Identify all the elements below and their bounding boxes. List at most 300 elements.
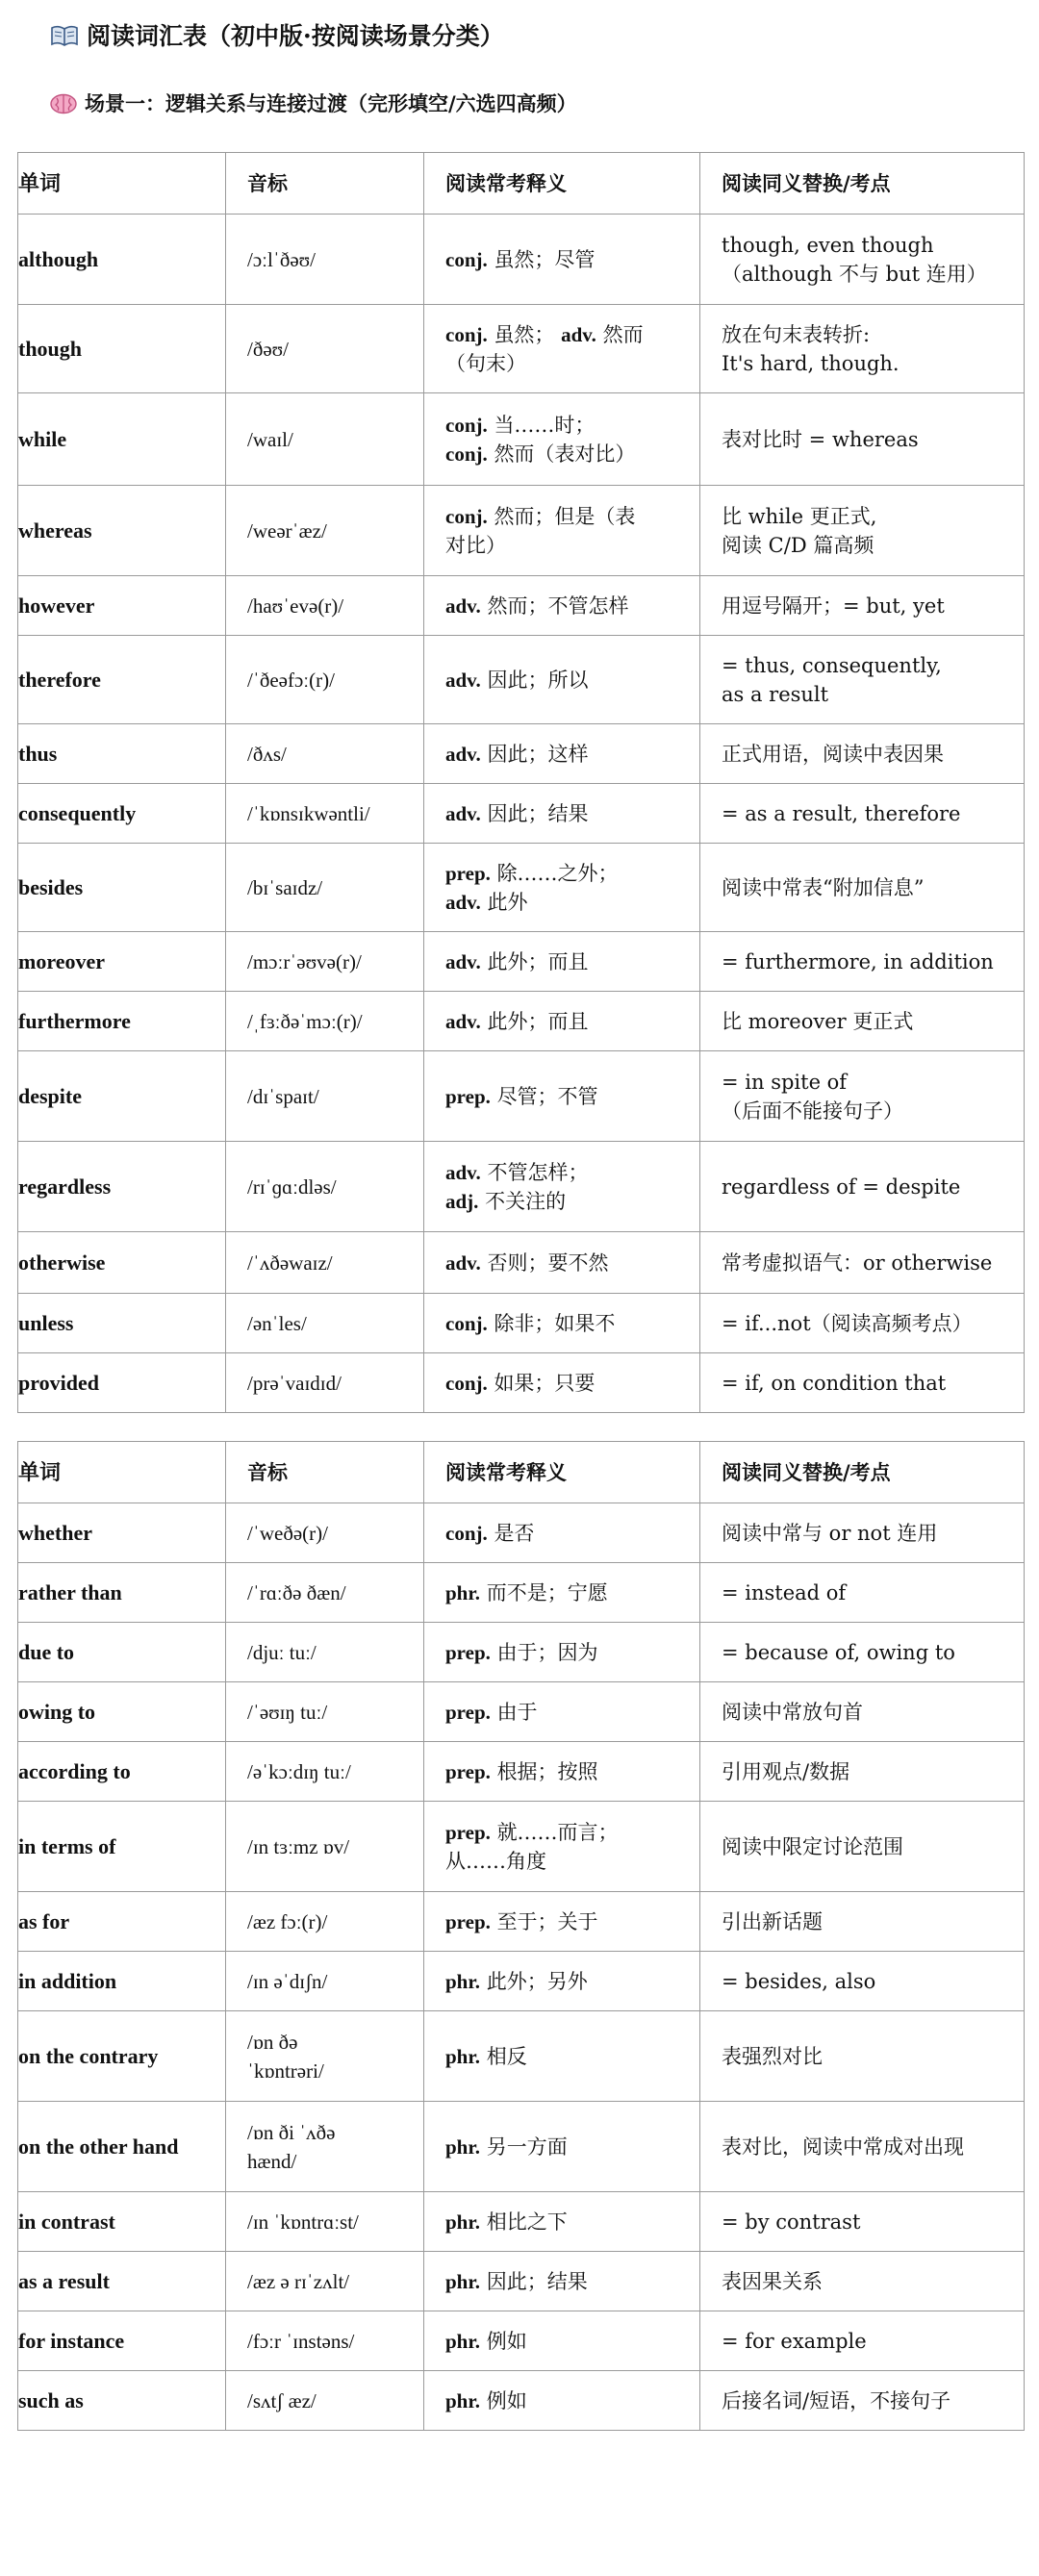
- meaning-text: 例如: [486, 2329, 527, 2353]
- synonym-line: 阅读 C/D 篇高频: [722, 533, 874, 557]
- meaning-cell: [424, 2102, 700, 2192]
- meaning-line: [445, 1309, 688, 1338]
- part-of-speech: conj.: [445, 1311, 488, 1335]
- meaning-line: [445, 1007, 688, 1036]
- phonetic-cell: /ɪn tɜːmz ɒv/: [226, 1802, 424, 1892]
- word-cell: on the other hand: [18, 2102, 226, 2192]
- synonym-cell: [700, 2192, 1025, 2252]
- phonetic-cell: /ˌfɜːðəˈmɔː(r)/: [226, 992, 424, 1051]
- table-row: [18, 844, 1025, 932]
- section-title-text: 场景一：逻辑关系与连接过渡（完形填空/六选四高频）: [85, 91, 577, 115]
- part-of-speech: adv.: [445, 742, 481, 766]
- synonym-line: = because of, owing to: [722, 1640, 955, 1664]
- meaning-cell: [424, 992, 700, 1051]
- word-cell: however: [18, 576, 226, 636]
- word-cell: though: [18, 305, 226, 393]
- part-of-speech: conj.: [445, 1371, 488, 1395]
- part-of-speech: conj.: [445, 413, 488, 437]
- meaning-cell: [424, 393, 700, 486]
- phonetic-cell: /djuː tuː/: [226, 1623, 424, 1682]
- meaning-cell: [424, 636, 700, 724]
- word-cell: furthermore: [18, 992, 226, 1051]
- part-of-speech: phr.: [445, 1969, 481, 1993]
- meaning-line: [445, 1638, 688, 1667]
- synonym-line: as a result: [722, 682, 829, 706]
- table-row: [18, 393, 1025, 486]
- part-of-speech: adv.: [445, 949, 481, 973]
- meaning-line: [445, 1967, 688, 1996]
- table-row: [18, 932, 1025, 992]
- table-row: [18, 1682, 1025, 1742]
- word-cell: moreover: [18, 932, 226, 992]
- meaning-cell: [424, 724, 700, 784]
- column-header-word: 单词: [18, 153, 226, 215]
- word-cell: rather than: [18, 1563, 226, 1623]
- meaning-text: 因此；这样: [487, 742, 589, 766]
- word-cell: unless: [18, 1294, 226, 1353]
- synonym-cell: [700, 1682, 1025, 1742]
- meaning-line: [445, 1907, 688, 1936]
- word-cell: whereas: [18, 486, 226, 576]
- synonym-cell: [700, 1952, 1025, 2011]
- word-cell: otherwise: [18, 1232, 226, 1294]
- meaning-cell: [424, 2011, 700, 2102]
- part-of-speech: prep.: [445, 861, 491, 885]
- word-cell: despite: [18, 1051, 226, 1142]
- synonym-cell: [700, 844, 1025, 932]
- table-row: [18, 1142, 1025, 1232]
- word-cell: in contrast: [18, 2192, 226, 2252]
- synonym-line: though, even though: [722, 233, 934, 257]
- synonym-line: = furthermore, in addition: [722, 949, 994, 973]
- table-row: [18, 2311, 1025, 2371]
- synonym-line: 引用观点/数据: [722, 1759, 850, 1783]
- meaning-line: [445, 1158, 688, 1187]
- synonym-line: 常考虚拟语气：or otherwise: [722, 1250, 993, 1275]
- synonym-line: It's hard, though.: [722, 351, 900, 375]
- word-cell: owing to: [18, 1682, 226, 1742]
- word-cell: according to: [18, 1742, 226, 1802]
- synonym-cell: [700, 1051, 1025, 1142]
- word-cell: although: [18, 215, 226, 305]
- table-row: [18, 1353, 1025, 1413]
- meaning-line: [445, 2208, 688, 2236]
- part-of-speech: prep.: [445, 1909, 491, 1933]
- meaning-text: 对比）: [445, 533, 506, 557]
- meaning-line: [445, 502, 688, 531]
- column-header-word: 单词: [18, 1442, 226, 1503]
- word-cell: on the contrary: [18, 2011, 226, 2102]
- brain-icon: [50, 88, 77, 110]
- column-header-synonym: 阅读同义替换/考点: [700, 153, 1025, 215]
- meaning-cell: [424, 1051, 700, 1142]
- word-cell: regardless: [18, 1142, 226, 1232]
- meaning-text: 不关注的: [485, 1189, 567, 1213]
- column-header-meaning: 阅读常考释义: [424, 1442, 700, 1503]
- part-of-speech: adv.: [561, 322, 596, 346]
- meaning-cell: [424, 1802, 700, 1892]
- synonym-line: 表对比，阅读中常成对出现: [722, 2134, 964, 2159]
- meaning-line: [445, 2133, 688, 2161]
- synonym-line: = for example: [722, 2329, 867, 2353]
- synonym-cell: [700, 992, 1025, 1051]
- part-of-speech: conj.: [445, 504, 488, 528]
- phonetic-cell: /dɪˈspaɪt/: [226, 1051, 424, 1142]
- meaning-line: [445, 888, 688, 917]
- part-of-speech: prep.: [445, 1640, 491, 1664]
- document-title: [50, 15, 504, 58]
- synonym-cell: [700, 724, 1025, 784]
- part-of-speech: phr.: [445, 2044, 481, 2068]
- meaning-cell: [424, 1353, 700, 1413]
- meaning-cell: [424, 1563, 700, 1623]
- meaning-text: 由于；因为: [496, 1640, 598, 1664]
- part-of-speech: prep.: [445, 1084, 491, 1108]
- phonetic-cell: /æz ə rɪˈzʌlt/: [226, 2252, 424, 2311]
- phonetic-cell: /ˈʌðəwaɪz/: [226, 1232, 424, 1294]
- meaning-line: [445, 440, 688, 468]
- table-row: [18, 1952, 1025, 2011]
- meaning-cell: [424, 932, 700, 992]
- column-header-synonym: 阅读同义替换/考点: [700, 1442, 1025, 1503]
- meaning-cell: [424, 215, 700, 305]
- synonym-cell: [700, 1232, 1025, 1294]
- meaning-text: 除……之外；: [496, 861, 619, 885]
- table-row: [18, 724, 1025, 784]
- word-cell: thus: [18, 724, 226, 784]
- meaning-text: （句末）: [445, 351, 526, 375]
- synonym-line: regardless of = despite: [722, 1174, 961, 1199]
- meaning-text: 例如: [486, 2388, 527, 2412]
- synonym-line: 比 moreover 更正式: [722, 1009, 914, 1033]
- column-header-phonetic: 音标: [226, 153, 424, 215]
- synonym-line: （后面不能接句子）: [722, 1099, 903, 1123]
- part-of-speech: adv.: [445, 1250, 481, 1275]
- meaning-text: 然而（表对比）: [494, 442, 636, 466]
- synonym-line: = by contrast: [722, 2210, 861, 2234]
- table-row: [18, 1232, 1025, 1294]
- table-row: [18, 992, 1025, 1051]
- synonym-line: = in spite of: [722, 1070, 848, 1094]
- meaning-cell: [424, 1232, 700, 1294]
- phonetic-cell: /sʌtʃ æz/: [226, 2371, 424, 2431]
- column-header-phonetic: 音标: [226, 1442, 424, 1503]
- meaning-line: [445, 2387, 688, 2415]
- word-cell: whether: [18, 1503, 226, 1563]
- synonym-line: = as a result, therefore: [722, 801, 961, 825]
- part-of-speech: adv.: [445, 593, 481, 618]
- word-cell: besides: [18, 844, 226, 932]
- phonetic-cell: /əˈkɔːdɪŋ tuː/: [226, 1742, 424, 1802]
- meaning-line: [445, 320, 688, 349]
- synonym-line: = thus, consequently,: [722, 653, 942, 677]
- phonetic-cell: /weərˈæz/: [226, 486, 424, 576]
- part-of-speech: prep.: [445, 1700, 491, 1724]
- meaning-line: [445, 1187, 688, 1216]
- part-of-speech: adv.: [445, 801, 481, 825]
- meaning-line: [445, 740, 688, 769]
- part-of-speech: conj.: [445, 1521, 488, 1545]
- table-row: [18, 2371, 1025, 2431]
- word-cell: such as: [18, 2371, 226, 2431]
- phonetic-cell: /ɪn ˈkɒntrɑːst/: [226, 2192, 424, 2252]
- synonym-line: 表对比时 = whereas: [722, 427, 919, 451]
- meaning-cell: [424, 486, 700, 576]
- part-of-speech: prep.: [445, 1820, 491, 1844]
- table-row: [18, 2192, 1025, 2252]
- table-row: [18, 1294, 1025, 1353]
- section-title: [50, 85, 577, 123]
- table-row: [18, 784, 1025, 844]
- part-of-speech: phr.: [445, 2329, 481, 2353]
- meaning-cell: [424, 1294, 700, 1353]
- synonym-cell: [700, 305, 1025, 393]
- phonetic-cell: /mɔːrˈəʊvə(r)/: [226, 932, 424, 992]
- synonym-line: 表因果关系: [722, 2269, 823, 2293]
- word-cell: while: [18, 393, 226, 486]
- meaning-line: [445, 1249, 688, 1277]
- phonetic-cell: /ɔːlˈðəʊ/: [226, 215, 424, 305]
- part-of-speech: phr.: [445, 2210, 481, 2234]
- synonym-line: = if...not（阅读高频考点）: [722, 1311, 973, 1335]
- phonetic-cell: /waɪl/: [226, 393, 424, 486]
- meaning-cell: [424, 1142, 700, 1232]
- word-cell: in terms of: [18, 1802, 226, 1892]
- synonym-cell: [700, 1623, 1025, 1682]
- word-cell: for instance: [18, 2311, 226, 2371]
- meaning-text: 因此；结果: [487, 801, 589, 825]
- meaning-cell: [424, 844, 700, 932]
- meaning-text: 由于: [496, 1700, 538, 1724]
- word-cell: as for: [18, 1892, 226, 1952]
- meaning-text: 然而；不管怎样: [487, 593, 629, 618]
- word-cell: in addition: [18, 1952, 226, 2011]
- synonym-cell: [700, 2311, 1025, 2371]
- meaning-text: 相比之下: [486, 2210, 568, 2234]
- part-of-speech: phr.: [445, 2388, 481, 2412]
- meaning-text: 根据；按照: [496, 1759, 598, 1783]
- table-row: [18, 1892, 1025, 1952]
- meaning-cell: [424, 1892, 700, 1952]
- part-of-speech: conj.: [445, 322, 488, 346]
- meaning-line: [445, 592, 688, 620]
- synonym-cell: [700, 1353, 1025, 1413]
- synonym-cell: [700, 486, 1025, 576]
- table-row: [18, 2011, 1025, 2102]
- synonym-line: 用逗号隔开；= but, yet: [722, 593, 945, 618]
- synonym-cell: [700, 1563, 1025, 1623]
- meaning-text: 相反: [486, 2044, 527, 2068]
- synonym-line: 表强烈对比: [722, 2044, 823, 2068]
- document-title-text: 阅读词汇表（初中版·按阅读场景分类）: [87, 22, 504, 50]
- part-of-speech: adv.: [445, 1009, 481, 1033]
- phonetic-cell: /ˈkɒnsɪkwəntli/: [226, 784, 424, 844]
- meaning-line: [445, 1698, 688, 1727]
- phonetic-cell: /ənˈles/: [226, 1294, 424, 1353]
- phonetic-cell: /ɒn ðə ˈkɒntrəri/: [226, 2011, 424, 2102]
- synonym-cell: [700, 636, 1025, 724]
- meaning-line: [445, 859, 688, 888]
- meaning-text: 因此；所以: [487, 668, 589, 692]
- phonetic-cell: /ɒn ði ˈʌðə hænd/: [226, 2102, 424, 2192]
- meaning-text: 然而: [602, 322, 644, 346]
- meaning-line: [445, 411, 688, 440]
- synonym-line: = besides, also: [722, 1969, 876, 1993]
- meaning-text: 从……角度: [445, 1849, 546, 1873]
- synonym-line: 引出新话题: [722, 1909, 823, 1933]
- word-cell: consequently: [18, 784, 226, 844]
- phonetic-cell: /ˈrɑːðə ðæn/: [226, 1563, 424, 1623]
- synonym-cell: [700, 2102, 1025, 2192]
- synonym-cell: [700, 1142, 1025, 1232]
- column-header-meaning: 阅读常考释义: [424, 153, 700, 215]
- meaning-text: 不管怎样；: [487, 1160, 589, 1184]
- meaning-text: 然而；但是（表: [494, 504, 636, 528]
- meaning-text: 虽然；: [494, 322, 555, 346]
- table-row: [18, 2102, 1025, 2192]
- phonetic-cell: /æz fɔː(r)/: [226, 1892, 424, 1952]
- synonym-cell: [700, 576, 1025, 636]
- table-row: [18, 576, 1025, 636]
- meaning-line: [445, 1082, 688, 1111]
- meaning-text: 此外: [487, 890, 528, 914]
- meaning-text: 就……而言；: [496, 1820, 619, 1844]
- meaning-line: [445, 1578, 688, 1607]
- meaning-text: 此外；而且: [487, 949, 589, 973]
- meaning-cell: [424, 2311, 700, 2371]
- table-row: [18, 1802, 1025, 1892]
- meaning-line: [445, 349, 688, 378]
- table-row: [18, 2252, 1025, 2311]
- meaning-line: [445, 799, 688, 828]
- meaning-line: [445, 1847, 688, 1876]
- part-of-speech: adv.: [445, 668, 481, 692]
- synonym-cell: [700, 1802, 1025, 1892]
- table-row: [18, 1623, 1025, 1682]
- part-of-speech: conj.: [445, 247, 488, 271]
- part-of-speech: phr.: [445, 2269, 481, 2293]
- table-row: [18, 486, 1025, 576]
- synonym-cell: [700, 1742, 1025, 1802]
- meaning-text: 此外；而且: [487, 1009, 589, 1033]
- meaning-cell: [424, 1682, 700, 1742]
- synonym-cell: [700, 2011, 1025, 2102]
- synonym-line: 阅读中常放句首: [722, 1700, 863, 1724]
- phonetic-cell: /fɔːr ˈɪnstəns/: [226, 2311, 424, 2371]
- meaning-cell: [424, 1952, 700, 2011]
- meaning-line: [445, 2327, 688, 2356]
- part-of-speech: phr.: [445, 1580, 481, 1604]
- synonym-cell: [700, 784, 1025, 844]
- meaning-line: [445, 1519, 688, 1548]
- table-row: [18, 305, 1025, 393]
- synonym-line: 正式用语，阅读中表因果: [722, 742, 944, 766]
- meaning-text: 虽然；尽管: [494, 247, 596, 271]
- meaning-line: [445, 1369, 688, 1398]
- meaning-text: 因此；结果: [486, 2269, 588, 2293]
- table-row: [18, 1742, 1025, 1802]
- meaning-line: [445, 245, 688, 274]
- synonym-line: = if, on condition that: [722, 1371, 947, 1395]
- synonym-line: 后接名词/短语，不接句子: [722, 2388, 951, 2412]
- synonym-line: 阅读中常表“附加信息”: [722, 875, 925, 899]
- word-cell: as a result: [18, 2252, 226, 2311]
- synonym-line: 阅读中限定讨论范围: [722, 1834, 903, 1858]
- part-of-speech: conj.: [445, 442, 488, 466]
- part-of-speech: adv.: [445, 1160, 481, 1184]
- synonym-cell: [700, 932, 1025, 992]
- meaning-text: 如果；只要: [494, 1371, 596, 1395]
- table-row: [18, 636, 1025, 724]
- phonetic-cell: /bɪˈsaɪdz/: [226, 844, 424, 932]
- meaning-cell: [424, 1503, 700, 1563]
- part-of-speech: prep.: [445, 1759, 491, 1783]
- part-of-speech: phr.: [445, 2134, 481, 2159]
- meaning-cell: [424, 576, 700, 636]
- meaning-cell: [424, 1623, 700, 1682]
- synonym-cell: [700, 1503, 1025, 1563]
- table-row: [18, 215, 1025, 305]
- meaning-text: 当……时；: [494, 413, 596, 437]
- part-of-speech: adv.: [445, 890, 481, 914]
- table-row: [18, 1051, 1025, 1142]
- synonym-cell: [700, 215, 1025, 305]
- meaning-text: 除非；如果不: [494, 1311, 616, 1335]
- synonym-line: 比 while 更正式,: [722, 504, 877, 528]
- meaning-line: [445, 531, 688, 560]
- meaning-line: [445, 666, 688, 695]
- part-of-speech: adj.: [445, 1189, 479, 1213]
- word-cell: provided: [18, 1353, 226, 1413]
- table-row: [18, 1503, 1025, 1563]
- meaning-text: 是否: [494, 1521, 535, 1545]
- meaning-text: 另一方面: [486, 2134, 568, 2159]
- synonym-cell: [700, 2371, 1025, 2431]
- phonetic-cell: /ˈəʊɪŋ tuː/: [226, 1682, 424, 1742]
- table-row: [18, 1563, 1025, 1623]
- synonym-cell: [700, 1892, 1025, 1952]
- meaning-cell: [424, 2252, 700, 2311]
- synonym-line: 阅读中常与 or not 连用: [722, 1521, 938, 1545]
- phonetic-cell: /ðʌs/: [226, 724, 424, 784]
- synonym-line: （although 不与 but 连用）: [722, 262, 987, 286]
- meaning-text: 而不是；宁愿: [486, 1580, 608, 1604]
- meaning-text: 此外；另外: [486, 1969, 588, 1993]
- meaning-line: [445, 1818, 688, 1847]
- meaning-cell: [424, 1742, 700, 1802]
- meaning-cell: [424, 305, 700, 393]
- synonym-cell: [700, 393, 1025, 486]
- meaning-cell: [424, 2192, 700, 2252]
- phonetic-cell: /rɪˈɡɑːdləs/: [226, 1142, 424, 1232]
- open-book-icon: [50, 18, 79, 41]
- synonym-line: 放在句末表转折:: [722, 322, 871, 346]
- phonetic-cell: /haʊˈevə(r)/: [226, 576, 424, 636]
- meaning-cell: [424, 2371, 700, 2431]
- word-cell: therefore: [18, 636, 226, 724]
- table-header-row: [18, 153, 1025, 215]
- meaning-line: [445, 2042, 688, 2071]
- synonym-cell: [700, 1294, 1025, 1353]
- vocab-table-2: [17, 1441, 1025, 2431]
- meaning-text: 尽管；不管: [496, 1084, 598, 1108]
- phonetic-cell: /ˈðeəfɔː(r)/: [226, 636, 424, 724]
- word-cell: due to: [18, 1623, 226, 1682]
- phonetic-cell: /ðəʊ/: [226, 305, 424, 393]
- table-header-row: [18, 1442, 1025, 1503]
- meaning-line: [445, 2267, 688, 2296]
- phonetic-cell: /ɪn əˈdɪʃn/: [226, 1952, 424, 2011]
